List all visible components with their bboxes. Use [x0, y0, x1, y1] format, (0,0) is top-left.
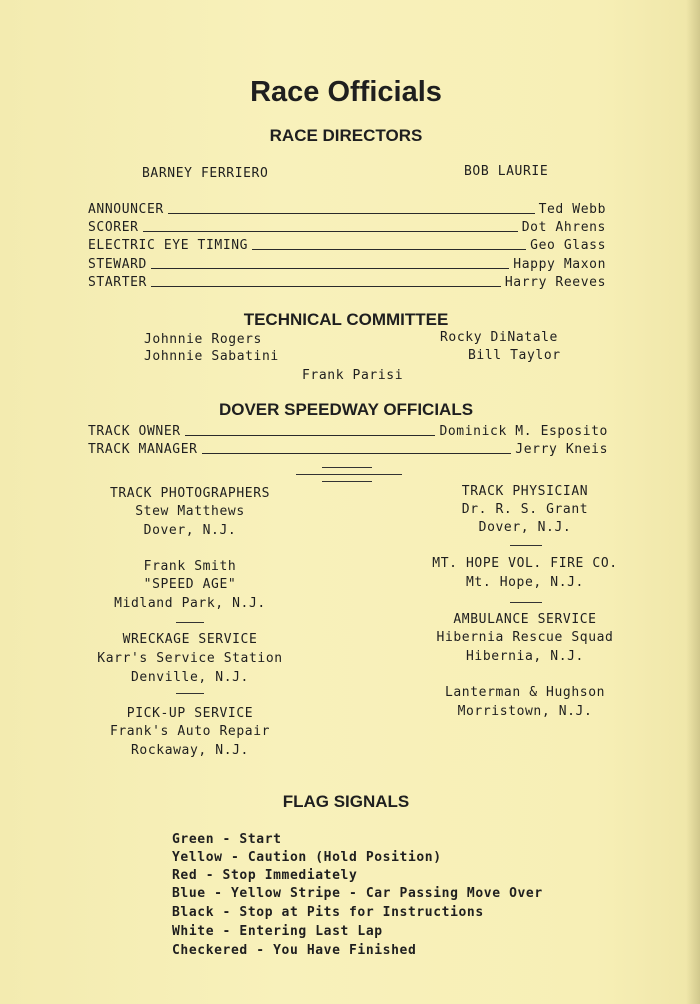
- flag-signal-item: Green - Start: [172, 832, 282, 847]
- section-line: Denville, N.J.: [131, 670, 249, 685]
- speedway-officials-heading: DOVER SPEEDWAY OFFICIALS: [218, 400, 474, 419]
- section-title: TRACK PHYSICIAN: [461, 484, 589, 499]
- section-line: Dover, N.J.: [143, 523, 237, 538]
- director-name: BARNEY FERRIERO: [142, 166, 269, 181]
- race-directors-heading: RACE DIRECTORS: [269, 126, 423, 145]
- section-title: AMBULANCE SERVICE: [453, 612, 597, 627]
- leader-line: [185, 435, 436, 436]
- official-row: [88, 202, 606, 217]
- section-line: "SPEED AGE": [143, 577, 237, 592]
- official-name: Ted Webb: [538, 202, 606, 217]
- committee-member: Johnnie Sabatini: [144, 349, 279, 364]
- committee-member: Bill Taylor: [468, 348, 561, 363]
- section-line: Hibernia Rescue Squad: [436, 630, 614, 645]
- official-role: ANNOUNCER: [88, 202, 164, 217]
- section-line: Hibernia, N.J.: [466, 649, 584, 664]
- section-line: Frank's Auto Repair: [109, 724, 271, 739]
- official-name: Jerry Kneis: [515, 442, 608, 457]
- section-line: Stew Matthews: [135, 504, 245, 519]
- official-role: TRACK MANAGER: [88, 442, 198, 457]
- official-row: [88, 220, 606, 235]
- divider: [296, 474, 402, 475]
- section-title: WRECKAGE SERVICE: [122, 632, 258, 647]
- section-line: Mt. Hope, N.J.: [466, 575, 584, 590]
- divider: [510, 602, 542, 603]
- section-title: PICK-UP SERVICE: [126, 706, 254, 721]
- section-title: TRACK PHOTOGRAPHERS: [109, 486, 271, 501]
- divider: [176, 693, 204, 694]
- official-name: Dominick M. Esposito: [439, 424, 608, 439]
- divider: [322, 467, 372, 468]
- committee-member: Rocky DiNatale: [440, 330, 558, 345]
- leader-line: [151, 286, 501, 287]
- committee-member: Frank Parisi: [302, 368, 404, 383]
- divider: [510, 545, 542, 546]
- leader-line: [202, 453, 512, 454]
- flag-signals-heading: FLAG SIGNALS: [282, 792, 410, 811]
- official-name: Happy Maxon: [513, 257, 606, 272]
- flag-signal-item: Black - Stop at Pits for Instructions: [172, 905, 484, 920]
- technical-committee-heading: TECHNICAL COMMITTEE: [243, 310, 449, 329]
- speedway-official-row: [88, 424, 608, 439]
- leader-line: [252, 249, 526, 250]
- section-line: Midland Park, N.J.: [114, 596, 266, 611]
- official-role: STARTER: [88, 275, 147, 290]
- section-line: Dover, N.J.: [478, 520, 572, 535]
- official-row: [88, 257, 606, 272]
- section-line: Morristown, N.J.: [457, 704, 593, 719]
- flag-signal-item: Checkered - You Have Finished: [172, 943, 417, 958]
- official-role: SCORER: [88, 220, 139, 235]
- section-line: Dr. R. S. Grant: [461, 502, 589, 517]
- official-role: TRACK OWNER: [88, 424, 181, 439]
- official-row: [88, 238, 606, 253]
- divider: [322, 481, 372, 482]
- section-line: Frank Smith: [143, 559, 237, 574]
- page-edge-shadow: [686, 0, 700, 1004]
- divider: [176, 622, 204, 623]
- official-name: Harry Reeves: [504, 275, 606, 290]
- section-line: Rockaway, N.J.: [131, 743, 249, 758]
- official-role: STEWARD: [88, 257, 147, 272]
- leader-line: [168, 213, 535, 214]
- flag-signal-item: White - Entering Last Lap: [172, 924, 383, 939]
- official-name: Dot Ahrens: [521, 220, 606, 235]
- speedway-official-row: [88, 442, 608, 457]
- flag-signal-item: Blue - Yellow Stripe - Car Passing Move Over: [172, 886, 543, 901]
- committee-member: Johnnie Rogers: [144, 332, 262, 347]
- page-title: Race Officials: [250, 76, 442, 108]
- flag-signal-item: Red - Stop Immediately: [172, 868, 358, 883]
- director-name: BOB LAURIE: [464, 164, 549, 179]
- official-name: Geo Glass: [530, 238, 606, 253]
- section-line: Karr's Service Station: [97, 651, 283, 666]
- flag-signal-item: Yellow - Caution (Hold Position): [172, 850, 442, 865]
- official-row: [88, 275, 606, 290]
- section-title: MT. HOPE VOL. FIRE CO.: [432, 556, 618, 571]
- leader-line: [143, 231, 518, 232]
- section-line: Lanterman & Hughson: [444, 685, 606, 700]
- leader-line: [151, 268, 509, 269]
- official-role: ELECTRIC EYE TIMING: [88, 238, 249, 253]
